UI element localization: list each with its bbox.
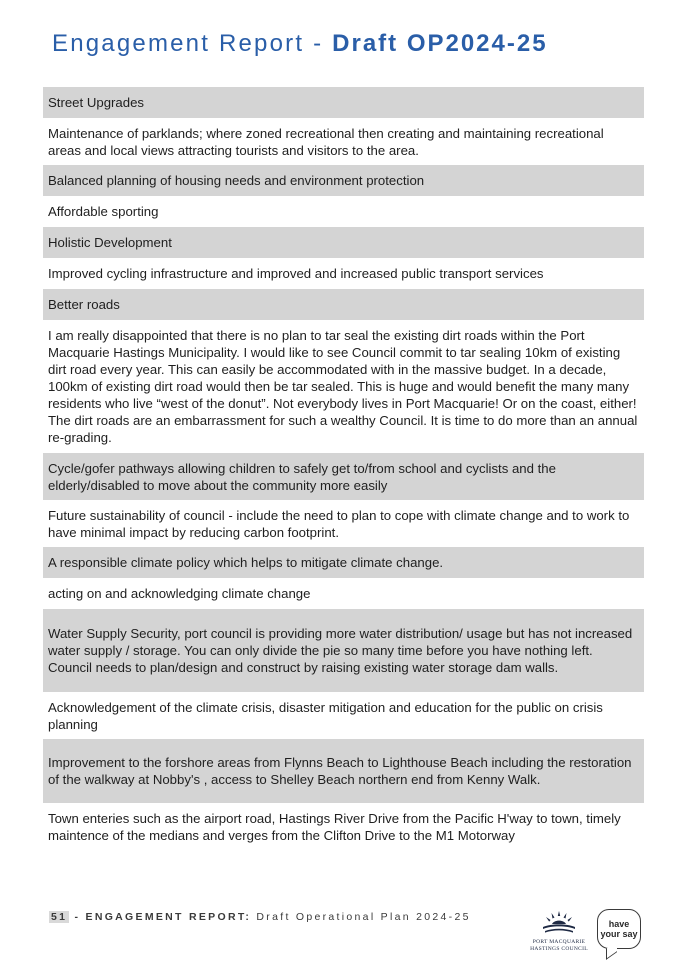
- council-logo-icon: [539, 908, 579, 938]
- footer-separator: -: [69, 911, 86, 923]
- have-your-say-badge: [597, 909, 641, 949]
- response-row: [43, 258, 644, 289]
- response-text: A responsible climate policy which helps to mitigate climate change.: [48, 555, 444, 570]
- response-row: [43, 692, 644, 739]
- council-logo: [527, 908, 591, 958]
- response-text: Holistic Development: [48, 235, 172, 250]
- response-row: [43, 165, 644, 196]
- response-row: [43, 87, 644, 118]
- response-row: [43, 547, 644, 578]
- council-logo-line2: HASTINGS COUNCIL: [530, 946, 588, 952]
- response-text: Street Upgrades: [48, 95, 145, 110]
- response-text: Improvement to the forshore areas from Flynns Beach to Lighthouse Beach including the restoration of the walkway at Nobby's , access to Shelley Beach northern end from Kenny Walk.: [48, 755, 632, 787]
- response-row: [43, 500, 644, 547]
- response-text: Affordable sporting: [48, 204, 159, 219]
- response-text: Water Supply Security, port council is providing more water distribution/ usage but has not increased water supply / storage. You can only divide the pie so many time before you have nothing left. Council needs to plan/design and construct by raising existing water storage dam walls.: [48, 626, 633, 675]
- response-text: acting on and acknowledging climate change: [48, 586, 311, 601]
- response-text: Balanced planning of housing needs and environment protection: [48, 173, 425, 188]
- response-row: [43, 227, 644, 258]
- page-footer: [49, 911, 471, 923]
- footer-report-label: ENGAGEMENT REPORT:: [85, 911, 252, 923]
- response-text: Improved cycling infrastructure and improved and increased public transport services: [48, 266, 544, 281]
- footer-document-name: Draft Operational Plan 2024-25: [251, 911, 471, 923]
- response-row: [43, 739, 644, 803]
- response-text: Cycle/gofer pathways allowing children to safely get to/from school and cyclists and the elderly/disabled to move about the community more easily: [48, 460, 556, 493]
- response-text: Town enteries such as the airport road, Hastings River Drive from the Pacific H'way to town, timely maintence of the medians and verges from the Clifton Drive to the M1 Motorway: [48, 811, 621, 843]
- response-row: [43, 609, 644, 692]
- response-row: [43, 803, 644, 851]
- response-list: [43, 87, 644, 851]
- response-row: [43, 578, 644, 609]
- response-text: Future sustainability of council - include the need to plan to cope with climate change and to work to have minimal impact by reducing carbon footprint.: [48, 507, 630, 540]
- page-title-draft: Draft OP2024-25: [332, 30, 548, 57]
- response-text: Better roads: [48, 297, 120, 312]
- badge-line1: have: [608, 919, 630, 929]
- badge-line2: your say: [600, 929, 638, 939]
- response-row: [43, 453, 644, 500]
- response-row: [43, 320, 644, 453]
- response-text: Acknowledgement of the climate crisis, disaster mitigation and education for the public on crisis planning: [48, 699, 603, 732]
- response-row: [43, 196, 644, 227]
- response-text: Maintenance of parklands; where zoned recreational then creating and maintaining recreational areas and local views attracting tourists and visitors to the area.: [48, 125, 604, 158]
- page-title: [52, 30, 548, 58]
- response-row: [43, 118, 644, 165]
- response-row: [43, 289, 644, 320]
- page-number: 51: [51, 911, 68, 923]
- council-logo-line1: PORT MACQUARIE: [532, 939, 586, 945]
- response-text: I am really disappointed that there is no plan to tar seal the existing dirt roads within the Port Macquarie Hastings Municipality. I would like to see Council commit to tar sealing 10km of existing dirt road every year. This can easily be accommodated with in the massive budget. In a decade, 100km of existing dirt road would then be tar sealed. This is huge and would benefit the many many residents who live “west of the donut”. Not everybody lives in Port Macquarie! Or on the coast, either! The dirt roads are an embarrassment for such a wealthy Council. It is time to do more than an annual re-grading.: [48, 328, 638, 445]
- page-title-prefix: Engagement Report -: [52, 30, 333, 57]
